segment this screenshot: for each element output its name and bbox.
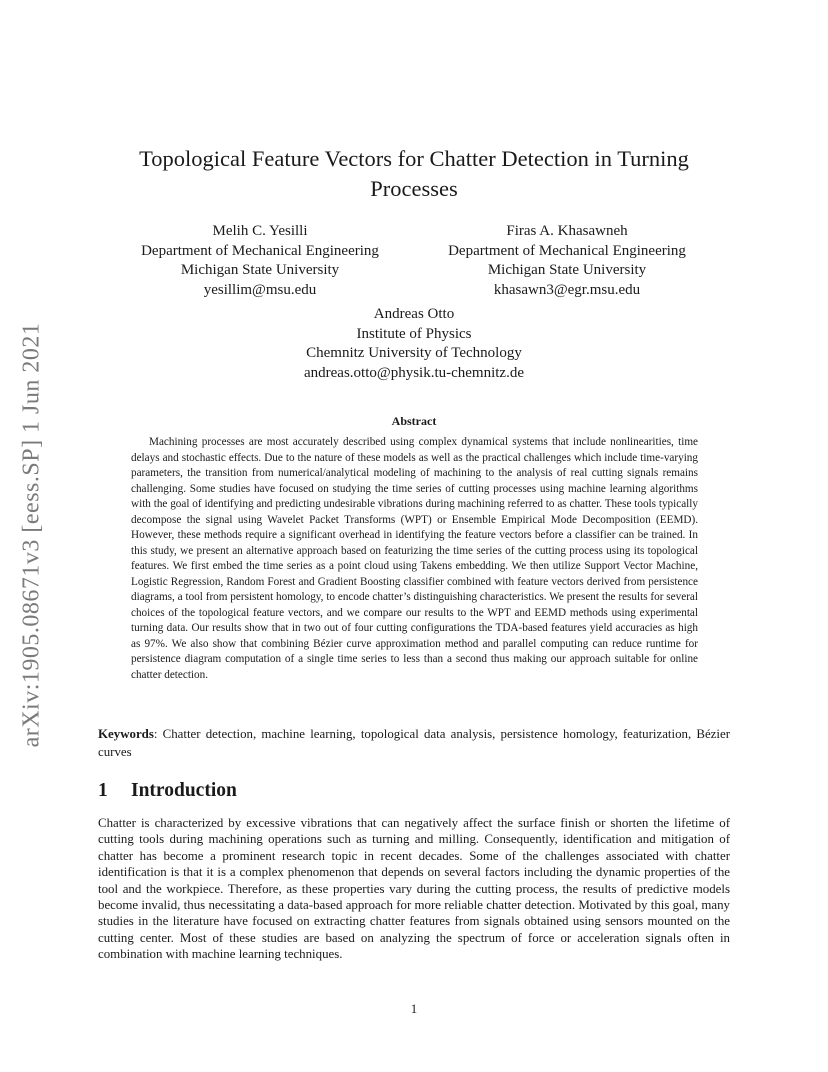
author-name: Firas A. Khasawneh [506, 223, 628, 239]
author-email: khasawn3@egr.msu.edu [493, 281, 641, 298]
author-email: andreas.otto@physik.tu-chemnitz.de [303, 364, 524, 381]
keywords-label: Keywords [98, 727, 154, 741]
section-title: Introduction [131, 780, 237, 801]
author-email: yesillim@msu.edu [203, 281, 317, 298]
author-department: Department of Mechanical Engineering [141, 242, 379, 259]
introduction-paragraph: Chatter is characterized by excessive vibrations that can negatively affect the surface finish or shorten the lifetime of cutting tools during machining operations such as turning and milling. Consequently, identification and mitigation of chatter has become a prominent research topic in recent decades. Some of the challenges associated with chatter identification is that it is a complex phenomenon that depends on several factors including the dynamic properties of the tool and the workpiece. Therefore, as these properties vary during the cutting process, the results of predictive models become invalid, thus necessitating a data-based approach for more reliable chatter detection. Motivated by this goal, many studies in the literature have focused on extracting chatter features from signals obtained using sensors mounted on the cutting center. Most of these studies are based on analyzing the spectrum of force or acceleration signals often in combination with machine learning techniques. [98, 816, 730, 962]
abstract-text: Machining processes are most accurately described using complex dynamical systems that include nonlinearities, time delays and stochastic effects. Due to the nature of these models as well as the practical challenges which include time-varying parameters, the transition from numerical/analytical modeling of machining to the analysis of real cutting signals remains challenging. Some studies have focused on studying the time series of cutting processes using machine learning algorithms with the goal of identifying and predicting undesirable vibrations during machining referred to as chatter. These tools typically decompose the signal using Wavelet Packet Transforms (WPT) or Ensemble Empirical Mode Decomposition (EEMD). However, these methods require a significant overhead in identifying the feature vectors before a classifier can be trained. In this study, we present an alternative approach based on featurizing the time series of the cutting process using its topological features. We first embed the time series as a point cloud using Takens embedding. We then utilize Support Vector Machine, Logistic Regression, Random Forest and Gradient Boosting classifier combined with feature vectors derived from persistence diagrams, a tool from persistent homology, to encode chatter’s distinguishing characteristics. We present the results for several choices of the topological feature vectors, and we compare our results to the WPT and EEMD methods using experimental turning data. Our results show that in two out of four cutting configurations the TDA-based features yield accuracies as high as 97%. We also show that combining Bézier curve approximation method and parallel computing can reduce runtime for persistence diagram computation of a single time series to less than a second thus making our approach suitable for online chatter detection. [131, 436, 698, 681]
author-department: Institute of Physics [356, 325, 472, 342]
abstract-heading: Abstract [391, 414, 437, 428]
paper-title: Topological Feature Vectors for Chatter Detection in Turning Processes [139, 146, 689, 201]
author-block-2 [417, 222, 717, 300]
author-name: Melih C. Yesilli [212, 223, 308, 239]
section-heading [98, 780, 237, 802]
section-number: 1 [98, 780, 108, 801]
author-name: Andreas Otto [373, 306, 455, 322]
arxiv-identifier-stamp [2, 300, 62, 770]
author-department: Department of Mechanical Engineering [448, 242, 686, 259]
keywords-list: : Chatter detection, machine learning, topological data analysis, persistence homology, featurization, Bézier curves [98, 727, 730, 760]
author-block-1 [110, 222, 410, 300]
author-block-3 [264, 305, 564, 383]
page-number: 1 [410, 1002, 418, 1016]
author-institution: Chemnitz University of Technology [306, 345, 522, 361]
author-institution: Michigan State University [487, 262, 647, 278]
arxiv-identifier-text: arXiv:1905.08671v3 [eess.SP] 1 Jun 2021 [18, 322, 45, 748]
keywords [98, 725, 730, 762]
author-institution: Michigan State University [180, 262, 340, 278]
